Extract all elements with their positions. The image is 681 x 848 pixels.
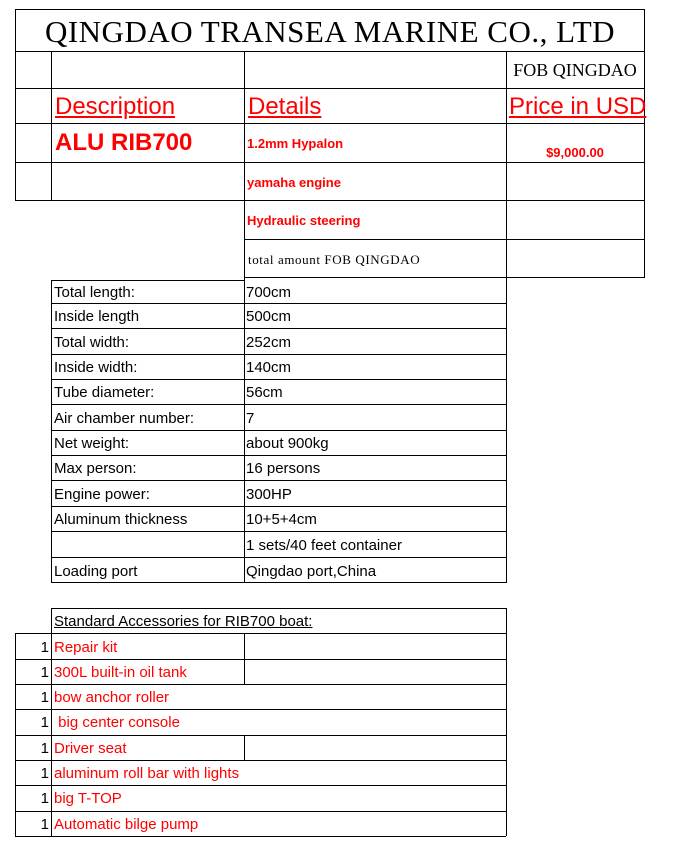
spec-label: Inside width: (54, 359, 138, 376)
accessory-name: 300L built-in oil tank (54, 664, 187, 681)
accessory-name: aluminum roll bar with lights (54, 765, 240, 782)
grid-line (644, 52, 645, 278)
spec-label: Aluminum thickness (54, 511, 188, 528)
grid-line (15, 811, 506, 812)
accessory-qty: 1 (40, 765, 49, 782)
grid-line (506, 52, 507, 278)
spec-value: 252cm (246, 334, 292, 351)
grid-line (15, 162, 645, 163)
accessory-name: Repair kit (54, 639, 118, 656)
spec-value: 16 persons (246, 460, 321, 477)
accessory-qty: 1 (40, 740, 49, 757)
detail-item: yamaha engine (247, 175, 341, 190)
spec-label: Tube diameter: (54, 384, 155, 401)
accessory-name: Automatic bilge pump (54, 816, 199, 833)
accessory-name: big center console (54, 714, 180, 731)
grid-line (51, 303, 506, 304)
price-header: Price in USD (509, 93, 647, 120)
grid-line (51, 582, 506, 583)
spec-value: 1 sets/40 feet container (246, 537, 402, 554)
grid-line (15, 785, 506, 786)
grid-line (15, 709, 506, 710)
grid-line (506, 277, 507, 583)
spec-label: Engine power: (54, 486, 150, 503)
spec-label: Air chamber number: (54, 410, 195, 427)
accessory-name: bow anchor roller (54, 689, 170, 706)
grid-line (15, 123, 645, 124)
spec-label: Loading port (54, 563, 138, 580)
company-title: QINGDAO TRANSEA MARINE CO., LTD (44, 14, 616, 49)
grid-line (244, 239, 645, 240)
accessory-qty: 1 (40, 689, 49, 706)
grid-line (51, 506, 506, 507)
grid-line (51, 557, 506, 558)
spec-value: 7 (246, 410, 255, 427)
terms-label: FOB QINGDAO (513, 60, 637, 80)
spec-label: Total length: (54, 284, 135, 301)
spec-label: Inside length (54, 308, 140, 325)
accessory-name: big T-TOP (54, 790, 122, 807)
grid-line (51, 531, 506, 532)
detail-item: Hydraulic steering (247, 213, 361, 228)
grid-line (15, 735, 506, 736)
spec-label: Max person: (54, 460, 137, 477)
spec-value: 500cm (246, 308, 292, 325)
grid-line (51, 354, 506, 355)
spec-value: 140cm (246, 359, 292, 376)
spec-value: 10+5+4cm (246, 511, 317, 528)
grid-line (244, 277, 645, 278)
grid-line (506, 608, 507, 836)
details-header: Details (248, 93, 322, 120)
grid-line (51, 608, 506, 609)
grid-line (15, 684, 506, 685)
accessory-qty: 1 (40, 816, 49, 833)
grid-line (244, 735, 245, 760)
detail-item: 1.2mm Hypalon (247, 136, 344, 151)
description-header: Description (55, 93, 176, 120)
accessory-name: Driver seat (54, 740, 127, 757)
grid-line (51, 608, 52, 836)
grid-line (15, 836, 506, 837)
accessories-title: Standard Accessories for RIB700 boat: (54, 613, 313, 630)
spec-value: 300HP (246, 486, 292, 503)
grid-line (244, 633, 245, 684)
spec-value: 700cm (246, 284, 292, 301)
grid-line (51, 379, 506, 380)
product-name: ALU RIB700 (55, 129, 193, 156)
grid-line (15, 52, 16, 200)
grid-line (15, 659, 506, 660)
spec-label: Net weight: (54, 435, 130, 452)
accessory-qty: 1 (40, 664, 49, 681)
grid-line (51, 430, 506, 431)
total-amount-label: total amount FOB QINGDAO (248, 252, 421, 267)
unit-price: $9,000.00 (546, 145, 604, 160)
grid-line (15, 760, 506, 761)
grid-line (244, 52, 245, 278)
grid-line (51, 280, 52, 583)
accessory-qty: 1 (40, 790, 49, 807)
spec-label: Total width: (54, 334, 130, 351)
grid-line (15, 88, 645, 89)
accessory-qty: 1 (40, 639, 49, 656)
spec-value: 56cm (246, 384, 283, 401)
grid-line (51, 52, 52, 200)
spec-value: Qingdao port,China (246, 563, 377, 580)
accessory-qty: 1 (40, 714, 49, 731)
grid-line (51, 328, 506, 329)
grid-line (51, 280, 244, 281)
grid-line (51, 480, 506, 481)
grid-line (51, 455, 506, 456)
grid-line (15, 633, 506, 634)
spec-value: about 900kg (246, 435, 329, 452)
grid-line (15, 200, 645, 201)
grid-line (51, 404, 506, 405)
